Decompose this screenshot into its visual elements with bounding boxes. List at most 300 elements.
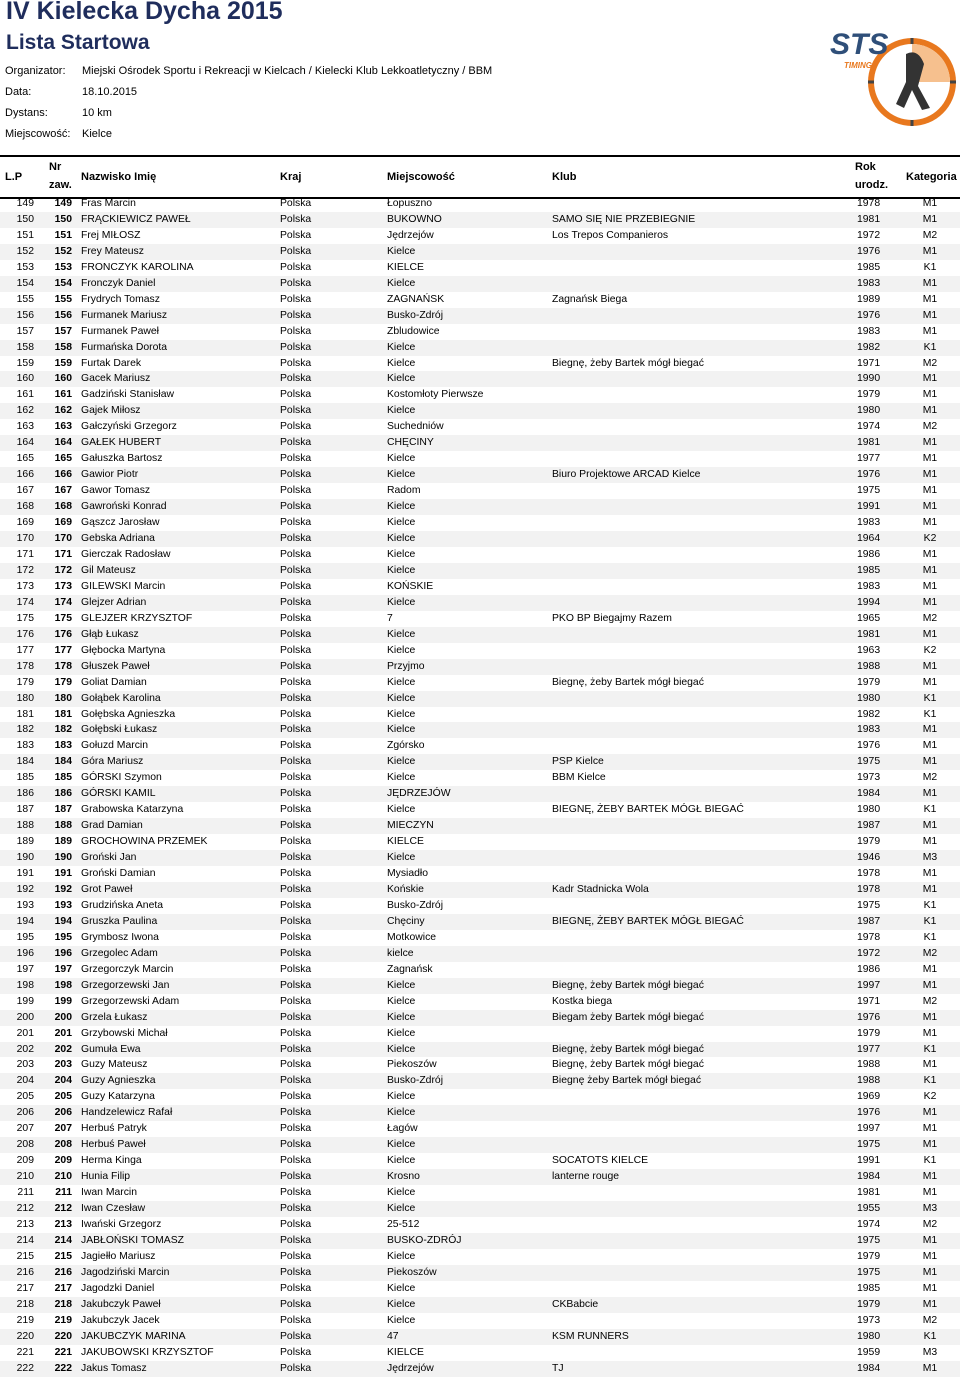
country: Polska	[280, 883, 312, 895]
runner-name: Guzy Agnieszka	[81, 1075, 156, 1087]
row-lp: 214	[16, 1234, 34, 1246]
table-row	[0, 786, 960, 802]
category: M2	[922, 421, 938, 433]
row-lp: 161	[16, 389, 34, 401]
country: Polska	[280, 724, 312, 736]
table-row	[0, 627, 960, 643]
table-row	[0, 419, 960, 435]
bib-number: 221	[54, 1346, 72, 1358]
table-row	[0, 531, 960, 547]
city: Kielce	[387, 852, 416, 864]
category: M1	[922, 756, 938, 768]
country: Polska	[280, 899, 312, 911]
category: M2	[922, 772, 938, 784]
club: BIEGNĘ, ŻEBY BARTEK MÓGŁ BIEGAĆ	[552, 915, 744, 927]
birth-year: 1979	[857, 1250, 881, 1262]
bib-number: 170	[54, 533, 72, 545]
birth-year: 1975	[857, 899, 881, 911]
table-row	[0, 563, 960, 579]
country: Polska	[280, 995, 312, 1007]
runner-name: Jagiełło Mariusz	[81, 1250, 156, 1262]
table-row	[0, 579, 960, 595]
row-lp: 189	[16, 836, 34, 848]
category: M1	[922, 820, 938, 832]
city: KIELCE	[387, 836, 424, 848]
birth-year: 1978	[857, 931, 881, 943]
logo-subtext: TIMING	[844, 61, 872, 70]
runner-name: Grzegorzewski Jan	[81, 979, 170, 991]
table-row	[0, 834, 960, 850]
table-row	[0, 196, 960, 212]
category: M1	[922, 213, 938, 225]
country: Polska	[280, 804, 312, 816]
table-row	[0, 1249, 960, 1265]
birth-year: 1988	[857, 1075, 881, 1087]
birth-year: 1986	[857, 548, 881, 560]
country: Polska	[280, 1346, 312, 1358]
city: Kielce	[387, 596, 416, 608]
club: Biegnę, żeby Bartek mógł biegać	[552, 979, 704, 991]
table-row	[0, 1153, 960, 1169]
city: kielce	[387, 947, 414, 959]
country: Polska	[280, 1298, 312, 1310]
country: Polska	[280, 1139, 312, 1151]
category: M1	[922, 1362, 938, 1374]
runner-name: Gil Mateusz	[81, 564, 136, 576]
bib-number: 176	[54, 628, 72, 640]
category: K1	[923, 1043, 937, 1055]
country: Polska	[280, 501, 312, 513]
date-label: Data:	[5, 86, 32, 98]
category: M3	[922, 1203, 938, 1215]
runner-name: Gołuzd Marcin	[81, 740, 148, 752]
category: M1	[922, 293, 938, 305]
row-lp: 165	[16, 453, 34, 465]
row-lp: 190	[16, 852, 34, 864]
bib-number: 181	[54, 708, 72, 720]
category: M1	[922, 1139, 938, 1151]
runner-name: Góra Mariusz	[81, 756, 144, 768]
birth-year: 1978	[857, 868, 881, 880]
runner-name: Guzy Katarzyna	[81, 1091, 155, 1103]
birth-year: 1976	[857, 1107, 881, 1119]
bib-number: 162	[54, 405, 72, 417]
col-nr-bottom: zaw.	[49, 179, 72, 191]
birth-year: 1985	[857, 564, 881, 576]
city: Kielce	[387, 501, 416, 513]
birth-year: 1997	[857, 979, 881, 991]
bib-number: 206	[54, 1107, 72, 1119]
country: Polska	[280, 708, 312, 720]
col-name: Nazwisko Imię	[81, 171, 157, 183]
table-row	[0, 292, 960, 308]
runner-name: Goliat Damian	[81, 676, 147, 688]
category: M2	[922, 947, 938, 959]
col-city: Miejscowość	[387, 171, 455, 183]
row-lp: 199	[16, 995, 34, 1007]
col-lp: L.P	[5, 171, 23, 183]
runner-name: GLEJZER KRZYSZTOF	[81, 612, 193, 624]
row-lp: 168	[16, 501, 34, 513]
city: Kielce	[387, 517, 416, 529]
category: M1	[922, 1011, 938, 1023]
table-row	[0, 691, 960, 707]
table-row	[0, 387, 960, 403]
bib-number: 214	[54, 1234, 72, 1246]
row-lp: 154	[16, 277, 34, 289]
table-row	[0, 1057, 960, 1073]
runner-name: Groński Jan	[81, 852, 137, 864]
runner-name: Gawior Piotr	[81, 469, 139, 481]
col-nr-top: Nr	[49, 161, 62, 173]
category: K1	[923, 899, 937, 911]
birth-year: 1963	[857, 644, 881, 656]
runner-name: Herbuś Paweł	[81, 1139, 146, 1151]
runner-name: Iwan Marcin	[81, 1187, 138, 1199]
row-lp: 218	[16, 1298, 34, 1310]
row-lp: 179	[16, 676, 34, 688]
bib-number: 186	[54, 788, 72, 800]
category: K1	[923, 1330, 937, 1342]
category: M2	[922, 357, 938, 369]
table-row	[0, 850, 960, 866]
table-row	[0, 675, 960, 691]
category: K2	[923, 644, 937, 656]
table-row	[0, 467, 960, 483]
club: BBM Kielce	[552, 772, 606, 784]
row-lp: 153	[16, 261, 34, 273]
country: Polska	[280, 868, 312, 880]
city: Kielce	[387, 1282, 416, 1294]
category: M1	[922, 309, 938, 321]
col-year-top: Rok	[855, 161, 876, 173]
category: M1	[922, 277, 938, 289]
runner-name: Fronczyk Daniel	[81, 277, 156, 289]
city: CHĘCINY	[387, 437, 434, 449]
bib-number: 193	[54, 899, 72, 911]
bib-number: 220	[54, 1330, 72, 1342]
country: Polska	[280, 580, 312, 592]
table-row	[0, 930, 960, 946]
birth-year: 1976	[857, 309, 881, 321]
country: Polska	[280, 963, 312, 975]
city: Kielce	[387, 453, 416, 465]
table-row	[0, 212, 960, 228]
runner-name: Frey Mateusz	[81, 245, 144, 257]
table-row	[0, 260, 960, 276]
runner-name: Grudzińska Aneta	[81, 899, 164, 911]
category: M1	[922, 517, 938, 529]
category: M2	[922, 995, 938, 1007]
country: Polska	[280, 277, 312, 289]
country: Polska	[280, 1123, 312, 1135]
row-lp: 192	[16, 883, 34, 895]
table-row	[0, 707, 960, 723]
country: Polska	[280, 213, 312, 225]
row-lp: 170	[16, 533, 34, 545]
runner-name: Fras Marcin	[81, 198, 136, 209]
table-row	[0, 914, 960, 930]
bib-number: 204	[54, 1075, 72, 1087]
bib-number: 157	[54, 325, 72, 337]
bib-number: 207	[54, 1123, 72, 1135]
table-row	[0, 403, 960, 419]
row-lp: 163	[16, 421, 34, 433]
birth-year: 1974	[857, 421, 881, 433]
table-row	[0, 1089, 960, 1105]
table-row	[0, 515, 960, 531]
table-row	[0, 1073, 960, 1089]
col-year-bottom: urodz.	[855, 179, 888, 191]
table-row	[0, 595, 960, 611]
city: Motkowice	[387, 931, 437, 943]
runner-name: Grzegolec Adam	[81, 947, 158, 959]
bib-number: 195	[54, 931, 72, 943]
club: Kadr Stadnicka Wola	[552, 883, 649, 895]
row-lp: 221	[16, 1346, 34, 1358]
runner-name: Grzegorzewski Adam	[81, 995, 180, 1007]
logo-text: STS	[830, 28, 889, 61]
row-lp: 188	[16, 820, 34, 832]
category: M1	[922, 548, 938, 560]
country: Polska	[280, 979, 312, 991]
country: Polska	[280, 453, 312, 465]
runner-name: Gacek Mariusz	[81, 373, 151, 385]
row-lp: 150	[16, 213, 34, 225]
city: 7	[387, 612, 393, 624]
bib-number: 196	[54, 947, 72, 959]
city: MIECZYN	[387, 820, 434, 832]
city: Kielce	[387, 1091, 416, 1103]
category: M1	[922, 724, 938, 736]
table-row	[0, 1281, 960, 1297]
birth-year: 1979	[857, 1298, 881, 1310]
club: Los Trepos Companieros	[552, 229, 669, 241]
birth-year: 1984	[857, 1362, 881, 1374]
city: Mysiadło	[387, 868, 428, 880]
row-lp: 208	[16, 1139, 34, 1151]
bib-number: 150	[54, 213, 72, 225]
city: BUSKO-ZDRÓJ	[387, 1234, 462, 1246]
runner-name: Grad Damian	[81, 820, 143, 832]
city: Kielce	[387, 1027, 416, 1039]
table-row	[0, 1297, 960, 1313]
birth-year: 1982	[857, 341, 881, 353]
bib-number: 218	[54, 1298, 72, 1310]
row-lp: 180	[16, 692, 34, 704]
table-header	[0, 155, 960, 199]
bib-number: 172	[54, 564, 72, 576]
birth-year: 1972	[857, 947, 881, 959]
runner-name: GROCHOWINA PRZEMEK	[81, 836, 208, 848]
city: Kielce	[387, 1043, 416, 1055]
birth-year: 1979	[857, 836, 881, 848]
bib-number: 167	[54, 485, 72, 497]
table-row	[0, 1233, 960, 1249]
table-row	[0, 962, 960, 978]
city: Jędrzejów	[387, 1362, 434, 1374]
bib-number: 173	[54, 580, 72, 592]
birth-year: 1974	[857, 1219, 881, 1230]
table-row	[0, 978, 960, 994]
birth-year: 1981	[857, 1187, 881, 1199]
table-row	[0, 802, 960, 818]
country: Polska	[280, 676, 312, 688]
category: M1	[922, 740, 938, 752]
bib-number: 166	[54, 469, 72, 481]
runner-name: JAKUBCZYK MARINA	[81, 1330, 186, 1342]
category: M2	[922, 612, 938, 624]
bib-number: 152	[54, 245, 72, 257]
category: M1	[922, 325, 938, 337]
city: Jędrzejów	[387, 229, 434, 241]
city: 25-512	[387, 1219, 420, 1230]
table-row	[0, 1345, 960, 1361]
bib-number: 165	[54, 453, 72, 465]
club: CKBabcie	[552, 1298, 599, 1310]
bib-number: 179	[54, 676, 72, 688]
row-lp: 155	[16, 293, 34, 305]
city: Chęciny	[387, 915, 425, 927]
country: Polska	[280, 1091, 312, 1103]
runner-name: JAKUBOWSKI KRZYSZTOF	[81, 1346, 214, 1358]
birth-year: 1971	[857, 357, 881, 369]
birth-year: 1959	[857, 1346, 881, 1358]
table-row	[0, 738, 960, 754]
country: Polska	[280, 660, 312, 672]
birth-year: 1981	[857, 628, 881, 640]
city: Kostomłoty Pierwsze	[387, 389, 484, 401]
birth-year: 1990	[857, 373, 881, 385]
row-lp: 205	[16, 1091, 34, 1103]
bib-number: 160	[54, 373, 72, 385]
city: Kielce	[387, 1314, 416, 1326]
birth-year: 1969	[857, 1091, 881, 1103]
category: M1	[922, 963, 938, 975]
row-lp: 183	[16, 740, 34, 752]
category: M2	[922, 1314, 938, 1326]
country: Polska	[280, 1266, 312, 1278]
category: K1	[923, 261, 937, 273]
runner-name: Gajek Miłosz	[81, 405, 141, 417]
row-lp: 166	[16, 469, 34, 481]
club: Biuro Projektowe ARCAD Kielce	[552, 469, 701, 481]
birth-year: 1983	[857, 517, 881, 529]
row-lp: 222	[16, 1362, 34, 1374]
bib-number: 185	[54, 772, 72, 784]
bib-number: 208	[54, 1139, 72, 1151]
bib-number: 197	[54, 963, 72, 975]
bib-number: 194	[54, 915, 72, 927]
category: M1	[922, 788, 938, 800]
runner-name: Glejzer Adrian	[81, 596, 147, 608]
category: M1	[922, 1250, 938, 1262]
category: M1	[922, 868, 938, 880]
birth-year: 1955	[857, 1203, 881, 1215]
row-lp: 157	[16, 325, 34, 337]
row-lp: 169	[16, 517, 34, 529]
birth-year: 1983	[857, 325, 881, 337]
bib-number: 177	[54, 644, 72, 656]
category: M3	[922, 1346, 938, 1358]
row-lp: 220	[16, 1330, 34, 1342]
country: Polska	[280, 564, 312, 576]
category: M1	[922, 1171, 938, 1183]
row-lp: 194	[16, 915, 34, 927]
bib-number: 161	[54, 389, 72, 401]
runner-name: Hunia Filip	[81, 1171, 131, 1183]
birth-year: 1975	[857, 485, 881, 497]
birth-year: 1986	[857, 963, 881, 975]
table-row	[0, 499, 960, 515]
place-value: Kielce	[82, 128, 112, 140]
category: K1	[923, 931, 937, 943]
birth-year: 1994	[857, 596, 881, 608]
birth-year: 1997	[857, 1123, 881, 1135]
runner-name: Jakus Tomasz	[81, 1362, 147, 1374]
category: M1	[922, 245, 938, 257]
bib-number: 156	[54, 309, 72, 321]
bib-number: 153	[54, 261, 72, 273]
country: Polska	[280, 341, 312, 353]
row-lp: 204	[16, 1075, 34, 1087]
table-row	[0, 1329, 960, 1345]
bib-number: 199	[54, 995, 72, 1007]
city: Kielce	[387, 564, 416, 576]
row-lp: 167	[16, 485, 34, 497]
country: Polska	[280, 1234, 312, 1246]
country: Polska	[280, 1282, 312, 1294]
start-list-table	[0, 196, 960, 1377]
table-row	[0, 866, 960, 882]
runner-name: Guzy Mateusz	[81, 1059, 148, 1071]
country: Polska	[280, 1107, 312, 1119]
runner-name: Iwan Czesław	[81, 1203, 146, 1215]
table-row	[0, 1137, 960, 1153]
birth-year: 1983	[857, 277, 881, 289]
country: Polska	[280, 644, 312, 656]
country: Polska	[280, 1059, 312, 1071]
country: Polska	[280, 1314, 312, 1326]
row-lp: 149	[16, 198, 34, 209]
city: KIELCE	[387, 1346, 424, 1358]
city: Kielce	[387, 1298, 416, 1310]
bib-number: 169	[54, 517, 72, 529]
row-lp: 159	[16, 357, 34, 369]
category: K1	[923, 1075, 937, 1087]
city: Łagów	[387, 1123, 418, 1135]
row-lp: 186	[16, 788, 34, 800]
bib-number: 154	[54, 277, 72, 289]
runner-name: FRĄCKIEWICZ PAWEŁ	[81, 213, 191, 225]
birth-year: 1973	[857, 772, 881, 784]
birth-year: 1983	[857, 724, 881, 736]
row-lp: 184	[16, 756, 34, 768]
country: Polska	[280, 596, 312, 608]
runner-name: FRONCZYK KAROLINA	[81, 261, 194, 273]
country: Polska	[280, 293, 312, 305]
bib-number: 187	[54, 804, 72, 816]
table-row	[0, 994, 960, 1010]
table-row	[0, 228, 960, 244]
country: Polska	[280, 692, 312, 704]
bib-number: 189	[54, 836, 72, 848]
bib-number: 215	[54, 1250, 72, 1262]
birth-year: 1976	[857, 469, 881, 481]
city: Zbludowice	[387, 325, 440, 337]
club: SAMO SIĘ NIE PRZEBIEGNIE	[552, 213, 696, 225]
row-lp: 203	[16, 1059, 34, 1071]
